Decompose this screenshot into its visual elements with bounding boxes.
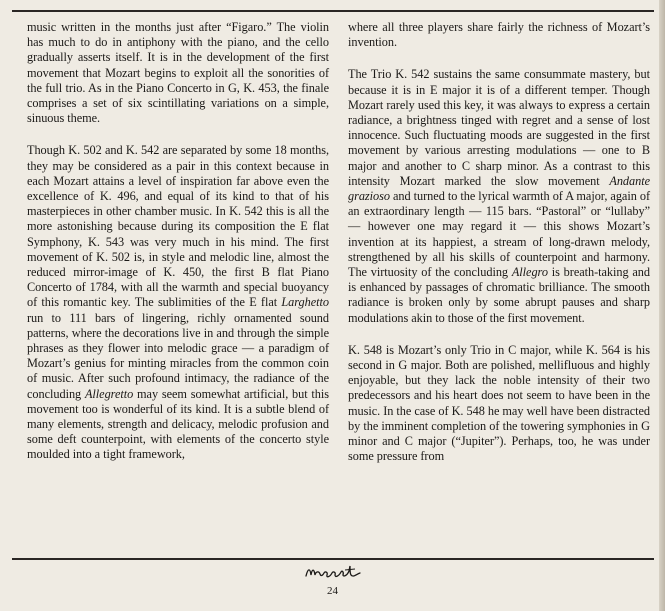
page-edge (659, 0, 665, 611)
mozart-signature (0, 562, 665, 582)
page-number: 24 (327, 585, 338, 597)
top-rule (12, 10, 654, 12)
bottom-rule (12, 558, 654, 560)
right-column (348, 20, 650, 473)
left-paragraph-2: Though K. 502 and K. 542 are separated by some 18 months, they may be considered as a pair in this context because in each Mozart attains a level of inspiration far above even the excellence of K. 496, and equal of its kind to that of his masterpieces in other chamber music. In K. 542 this is all the more astonishing because during its composition the E flat Symphony, K. 543 was very much in his mind. The first movement of K. 502 is, in style and melodic line, almost the reduced mirror-image of K. 450, the first B flat Piano Concerto of 1784, with all the warmth and special buoyancy of this romantic key. The sublimities of the E flat Larghetto run to 111 bars of lingering, richly ornamented sound patterns, where the decorations live in and through the simple phrases as they flower into melodic grace — a paradigm of Mozart’s genius for minting miracles from the common coin of music. After such profound intimacy, the radiance of the concluding Allegretto may seem somewhat artificial, but this movement too is wonderful of its kind. It is a subtle blend of many elements, strength and delicacy, melodic profusion and some deft counterpoint, with elements of the concerto style moulded into a tight framework, (27, 143, 329, 462)
left-column (27, 20, 329, 472)
right-paragraph-3: K. 548 is Mozart’s only Trio in C major, while K. 564 is his second in G major. Both are polished, mellifluous and highly enjoyable, but they lack the noble intensity of their two predecessors and his heart does not seem to have been in the music. In the case of K. 548 he may well have been distracted by the imminent completion of the towering symphonies in G minor and C major (“Jupiter”). Perhaps, too, he was under some pressure from (348, 342, 650, 464)
right-paragraph-1: where all three players share fairly the richness of Mozart’s invention. (348, 20, 650, 50)
signature-icon (303, 562, 363, 582)
right-paragraph-2: The Trio K. 542 sustains the same consummate mastery, but because it is in E major it is of a different temper. Though Mozart rarely used this key, it was always to express a certain radiance, a brightness tinged with regret and a sense of lost innocence. Such fluctuating moods are suggested in the first movement by various arresting modulations — one to B major and another to C sharp minor. As a contrast to this intensity Mozart marked the slow movement Andante grazioso and turned to the lyrical warmth of A major, again of an extraordinary length — 115 bars. “Pastoral” or “lullaby” — however one may regard it — this shows Mozart’s invention at its happiest, a stream of long-drawn melody, strengthened by all his skills of counterpoint and harmony. The virtuosity of the concluding Allegro is breath-taking and is enhanced by passages of chromatic brilliance. The smooth radiance is broken only by some abrupt pauses and sharp modulations akin to those of the first movement. (348, 67, 650, 325)
left-paragraph-1: music written in the months just after “Figaro.” The violin has much to do in antiphony with the piano, and the cello gradually asserts itself. It is in the development of the first movement that Mozart begins to exploit all the sonorities of the full trio. As in the Piano Concerto in G, K. 453, the finale comprises a set of six scintillating variations on a simple, sinuous theme. (27, 20, 329, 126)
